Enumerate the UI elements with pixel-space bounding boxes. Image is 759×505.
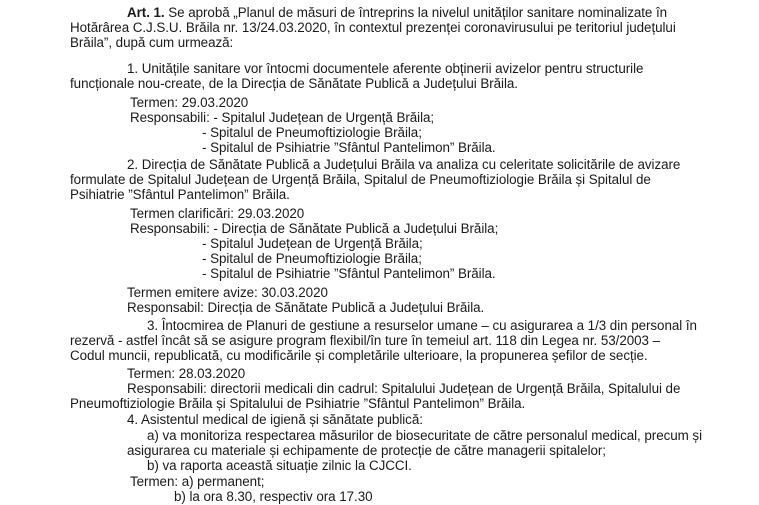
item-1-responsabil-3: - Spitalul de Psihiatrie ”Sfântul Pantelimon” Brăila. — [202, 140, 496, 155]
item-2-termen: Termen clarificări: 29.03.2020 — [130, 206, 305, 221]
item-3-termen: Termen: 28.03.2020 — [127, 366, 246, 381]
intro-text: Se aprobă „Planul de măsuri de întreprins la nivelul unităților sanitare nominalizate în — [168, 5, 668, 20]
item-1-responsabili-label: Responsabili: — [130, 110, 210, 125]
item-2-text-line-2: formulate de Spitalul Județean de Urgență Brăila, Spitalul de Pneumoftiziologie Brăila și Spitalul de — [70, 172, 651, 187]
item-2-termen-emitere: Termen emitere avize: 30.03.2020 — [127, 285, 328, 300]
item-3-text-line-1: 3. Întocmirea de Planuri de gestiune a resurselor umane – cu asigurarea a 1/3 din personal în — [147, 318, 697, 333]
item-2-responsabil-4: - Spitalul de Psihiatrie ”Sfântul Pantelimon” Brăila. — [202, 266, 496, 281]
item-2-responsabil-final: Responsabil: Direcția de Sănătate Publică a Județului Brăila. — [127, 300, 485, 315]
item-2-responsabil-3: - Spitalul de Pneumoftiziologie Brăila; — [202, 251, 422, 266]
item-3-responsabili-line-2: Pneumoftiziologie Brăila și Spitalului de Psihiatrie ”Sfântul Pantelimon” Brăila. — [70, 396, 526, 411]
item-1-responsabil-1: - Spitalul Județean de Urgență Brăila; — [213, 110, 435, 125]
item-2-responsabili-label: Responsabili: — [130, 221, 210, 236]
item-1-termen: Termen: 29.03.2020 — [130, 95, 249, 110]
item-4-sub-line-2: asigurarea cu materiale și echipamente de protecție de către managerii spitalelor; — [127, 443, 606, 458]
item-1-responsabili-row-1 — [130, 110, 759, 126]
item-2-responsabili-row-1 — [130, 221, 759, 237]
item-4-termen-b: b) la ora 8.30, respectiv ora 17.30 — [174, 489, 373, 504]
item-3-text-line-2: rezervă - astfel încât să se asigure program flexibil/în ture în temeiul art. 118 din Legea nr. 53/2003 – — [70, 333, 660, 348]
item-4-heading: 4. Asistentul medical de igienă și sănătate publică: — [127, 412, 423, 427]
item-4-termen-a: Termen: a) permanent; — [130, 474, 265, 489]
item-3-responsabili-line-1: Responsabili: directorii medicali din cadrul: Spitalului Județean de Urgență Brăila, Spitalului de — [127, 381, 681, 396]
article-intro-line-3: Brăila”, după cum urmează: — [70, 35, 234, 50]
article-intro-line-2: Hotărârea C.J.S.U. Brăila nr. 13/24.03.2020, în contextul prezenței coronavirusului pe teritoriul județului — [70, 20, 676, 35]
article-label: Art. 1. — [127, 5, 165, 20]
item-2-text-line-1: 2. Direcția de Sănătate Publică a Județului Brăila va analiza cu celeritate solicitările de avizare — [127, 157, 681, 172]
item-2-responsabil-2: - Spitalul Județean de Urgență Brăila; — [202, 236, 423, 251]
item-2-text-line-3: Psihiatrie ”Sfântul Pantelimon” Brăila. — [70, 187, 290, 202]
item-3-text-line-3: Codul muncii, republicată, cu modificările și completările ulterioare, la propunerea șefilor de secție. — [70, 348, 648, 363]
article-intro-line-1 — [127, 5, 759, 21]
item-4-sub-line-3: b) va raporta această situație zilnic la CJCCI. — [147, 458, 412, 473]
item-1-responsabil-2: - Spitalul de Pneumoftiziologie Brăila; — [202, 125, 422, 140]
item-1-text-line-1: 1. Unitățile sanitare vor întocmi documentele aferente obținerii avizelor pentru structurile — [127, 61, 644, 76]
item-4-sub-line-1: a) va monitoriza respectarea măsurilor de biosecuritate de către personalul medical, precum și — [147, 428, 702, 443]
item-1-text-line-2: funcționale nou-create, de la Direcția de Sănătate Publică a Județului Brăila. — [70, 76, 518, 91]
item-2-responsabil-1: - Direcția de Sănătate Publică a Județului Brăila; — [213, 221, 499, 236]
